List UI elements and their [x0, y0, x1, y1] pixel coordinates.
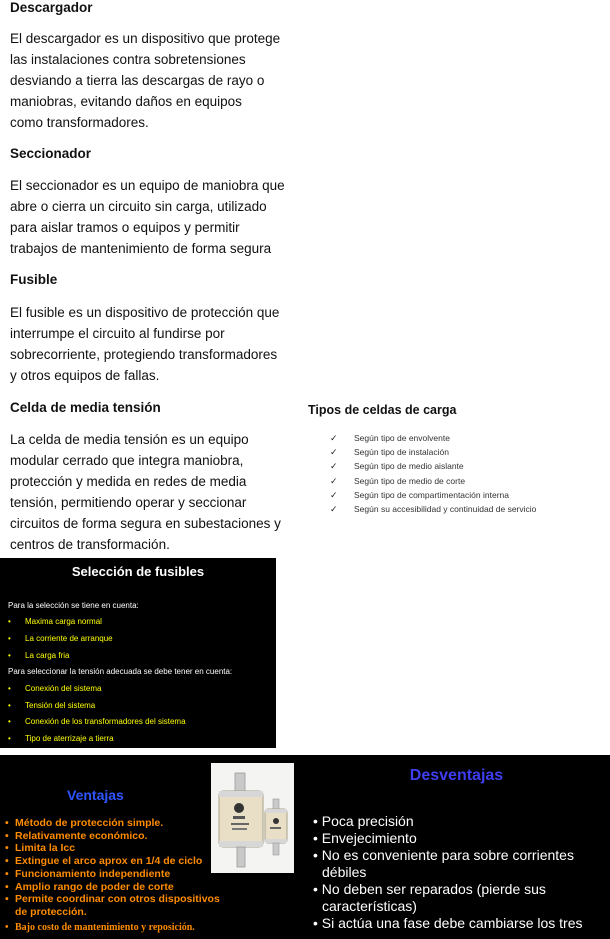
- bullet-icon: •: [313, 830, 318, 846]
- bullet-icon: •: [8, 701, 11, 710]
- heading-fusible: Fusible: [10, 272, 58, 287]
- seleccion-fusibles-title: Selección de fusibles: [71, 564, 205, 579]
- check-icon: ✓: [330, 447, 338, 458]
- heading-seccionador: Seccionador: [10, 146, 92, 161]
- list-item-continuation: de protección.: [15, 905, 87, 918]
- fuse-icon: [211, 763, 294, 873]
- list-item: • Extingue el arco aprox en 1/4 de ciclo: [5, 855, 203, 868]
- heading-descargador: Descargador: [10, 0, 93, 15]
- seleccion-intro-2: Para seleccionar la tensión adecuada se debe tener en cuenta:: [8, 667, 233, 676]
- bullet-icon: •: [313, 881, 318, 897]
- list-item: • La carga fria: [8, 651, 70, 660]
- list-item-continuation: débiles: [322, 864, 367, 880]
- bullet-icon: •: [313, 915, 318, 931]
- bullet-icon: •: [8, 634, 11, 643]
- desventajas-panel: [303, 755, 610, 939]
- seleccion-intro-1: Para la selección se tiene en cuenta:: [8, 601, 139, 610]
- list-item: • Funcionamiento independiente: [5, 867, 171, 880]
- list-item: • Maxima carga normal: [8, 617, 102, 626]
- list-item: • Conexión del sistema: [8, 684, 102, 693]
- list-item: • Si actúa una fase debe cambiarse los tres: [313, 915, 583, 931]
- list-item: • Bajo costo de mantenimiento y reposición.: [5, 921, 195, 933]
- list-item: • Relativamente económico.: [5, 829, 148, 842]
- bullet-icon: •: [5, 817, 9, 829]
- list-item: • No es conveniente para sobre corrientes: [313, 847, 574, 863]
- list-item: • Permite coordinar con otros dispositivos: [5, 893, 220, 906]
- list-item: • Método de protección simple.: [5, 817, 164, 829]
- list-item: • Conexión de los transformadores del sistema: [8, 717, 186, 726]
- bullet-icon: •: [5, 893, 9, 906]
- bullet-icon: •: [8, 734, 11, 743]
- list-item: • La corriente de arranque: [8, 634, 113, 643]
- list-item: ✓ Según tipo de medio aislante: [330, 459, 536, 473]
- ventajas-title: Ventajas: [67, 787, 124, 803]
- check-icon: ✓: [330, 475, 338, 486]
- list-item: • No deben ser reparados (pierde sus: [313, 881, 546, 897]
- list-item: • Limita la Icc: [5, 842, 76, 855]
- bullet-icon: •: [313, 813, 318, 829]
- bullet-icon: •: [8, 684, 11, 693]
- bullet-icon: •: [5, 829, 9, 842]
- list-item: ✓ Según tipo de instalación: [330, 445, 536, 459]
- seleccion-fusibles-slide: [0, 558, 276, 748]
- check-icon: ✓: [330, 489, 338, 500]
- list-item: ✓ Según tipo de medio de corte: [330, 474, 536, 488]
- tipos-celdas-list: [330, 431, 536, 516]
- check-icon: ✓: [330, 461, 338, 472]
- paragraph-fusible: El fusible es un dispositivo de protección que interrumpe el circuito al fundirse por sobrecorriente, protegiendo transformadores y otros equipos de fallas.: [10, 305, 280, 383]
- bullet-icon: •: [8, 617, 11, 626]
- paragraph-descargador: El descargador es un dispositivo que protege las instalaciones contra sobretensiones desviando a tierra las descargas de rayo o maniobras, evitando daños en equipos como transformadores.: [10, 31, 281, 130]
- list-item-continuation: características): [322, 898, 417, 914]
- bullet-icon: •: [5, 867, 9, 880]
- bullet-icon: •: [5, 855, 9, 868]
- heading-celda-media-tension: Celda de media tensión: [10, 400, 161, 415]
- list-item: • Tipo de aterrizaje a tierra: [8, 734, 114, 743]
- bullet-icon: •: [5, 921, 9, 933]
- list-item: ✓ Según su accesibilidad y continuidad de servicio: [330, 502, 536, 516]
- bullet-icon: •: [5, 842, 9, 855]
- list-item: • Amplio rango de poder de corte: [5, 880, 174, 893]
- desventajas-list: [313, 813, 583, 932]
- ventajas-list: [5, 817, 220, 934]
- list-item: • Poca precisión: [313, 813, 414, 829]
- paragraph-celda-media-tension: La celda de media tensión es un equipo modular cerrado que integra maniobra, protección y medida en redes de media tensión, permitiendo operar y seccionar circuitos de forma segura en subestaciones y centros de transformación.: [10, 432, 281, 552]
- list-item: • Tensión del sistema: [8, 701, 96, 710]
- bullet-icon: •: [8, 717, 11, 726]
- list-item: • Envejecimiento: [313, 830, 417, 846]
- desventajas-title: Desventajas: [409, 767, 504, 784]
- check-icon: ✓: [330, 504, 338, 515]
- paragraph-seccionador: El seccionador es un equipo de maniobra que abre o cierra un circuito sin carga, utilizado para aislar tramos o equipos y permitir trabajos de mantenimiento de forma segura: [10, 178, 285, 256]
- bullet-icon: •: [5, 880, 9, 893]
- fuse-image: [211, 763, 294, 873]
- bullet-icon: •: [8, 651, 11, 660]
- check-icon: ✓: [330, 433, 338, 443]
- list-item: ✓ Según tipo de envolvente: [330, 431, 536, 445]
- bullet-icon: •: [313, 847, 318, 863]
- list-item: ✓ Según tipo de compartimentación interna: [330, 488, 536, 502]
- tipos-celdas-title: Tipos de celdas de carga: [308, 403, 457, 417]
